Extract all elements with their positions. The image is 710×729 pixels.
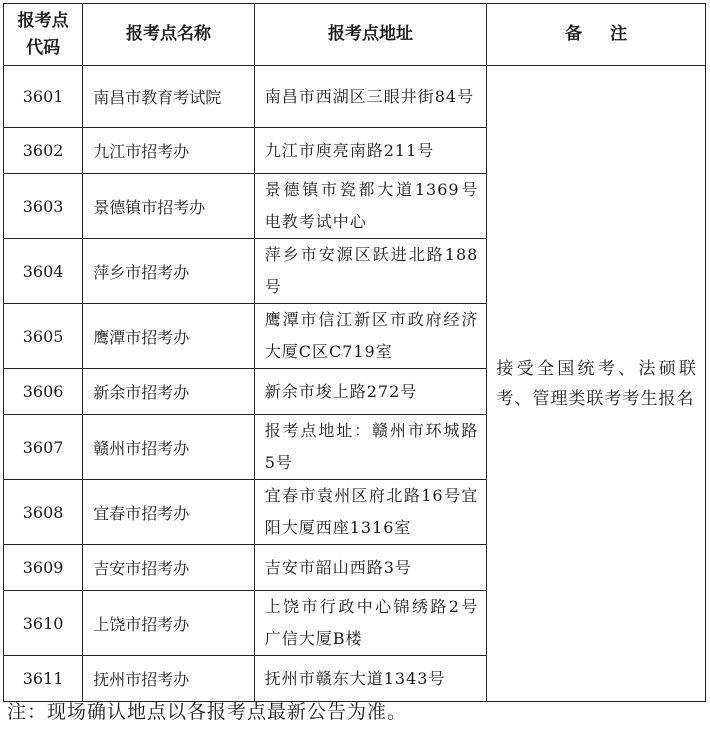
header-code-text: 报考点代码 bbox=[17, 10, 69, 58]
site-name: 鹰潭市招考办 bbox=[83, 304, 254, 369]
site-address: 南昌市西湖区三眼井街84号 bbox=[254, 66, 487, 128]
header-name: 报考点名称 bbox=[83, 4, 254, 66]
site-code: 3608 bbox=[4, 480, 83, 545]
site-code: 3607 bbox=[4, 415, 83, 480]
remark-cell: 接受全国统考、法硕联考、管理类联考考生报名 bbox=[487, 66, 706, 702]
header-address: 报考点地址 bbox=[254, 4, 487, 66]
site-address: 宜春市袁州区府北路16号宜阳大厦西座1316室 bbox=[254, 480, 487, 545]
site-code: 3604 bbox=[4, 239, 83, 304]
header-code bbox=[4, 4, 83, 66]
table-row bbox=[4, 66, 706, 128]
site-code: 3611 bbox=[4, 656, 83, 702]
site-name: 萍乡市招考办 bbox=[83, 239, 254, 304]
site-address: 新余市埈上路272号 bbox=[254, 369, 487, 415]
site-code: 3603 bbox=[4, 174, 83, 239]
site-name: 新余市招考办 bbox=[83, 369, 254, 415]
site-name: 南昌市教育考试院 bbox=[83, 66, 254, 128]
site-name: 宜春市招考办 bbox=[83, 480, 254, 545]
site-code: 3601 bbox=[4, 66, 83, 128]
site-name: 上饶市招考办 bbox=[83, 591, 254, 656]
header-row bbox=[4, 4, 706, 66]
site-address: 吉安市韶山西路3号 bbox=[254, 545, 487, 591]
site-address: 抚州市赣东大道1343号 bbox=[254, 656, 487, 702]
site-address: 景德镇市瓷都大道1369号电教考试中心 bbox=[254, 174, 487, 239]
header-note: 备注 bbox=[487, 4, 706, 66]
site-code: 3602 bbox=[4, 128, 83, 174]
site-address: 鹰潭市信江新区市政府经济大厦C区C719室 bbox=[254, 304, 487, 369]
site-code: 3606 bbox=[4, 369, 83, 415]
site-address: 九江市庾亮南路211号 bbox=[254, 128, 487, 174]
exam-site-table bbox=[3, 3, 706, 702]
footnote: 注：现场确认地点以各报考点最新公告为准。 bbox=[7, 701, 408, 723]
site-address: 报考点地址：赣州市环城路5号 bbox=[254, 415, 487, 480]
site-name: 赣州市招考办 bbox=[83, 415, 254, 480]
site-name: 九江市招考办 bbox=[83, 128, 254, 174]
site-name: 景德镇市招考办 bbox=[83, 174, 254, 239]
site-address: 上饶市行政中心锦绣路2号广信大厦B楼 bbox=[254, 591, 487, 656]
site-name: 抚州市招考办 bbox=[83, 656, 254, 702]
site-code: 3605 bbox=[4, 304, 83, 369]
site-code: 3610 bbox=[4, 591, 83, 656]
site-code: 3609 bbox=[4, 545, 83, 591]
site-address: 萍乡市安源区跃进北路188号 bbox=[254, 239, 487, 304]
site-name: 吉安市招考办 bbox=[83, 545, 254, 591]
